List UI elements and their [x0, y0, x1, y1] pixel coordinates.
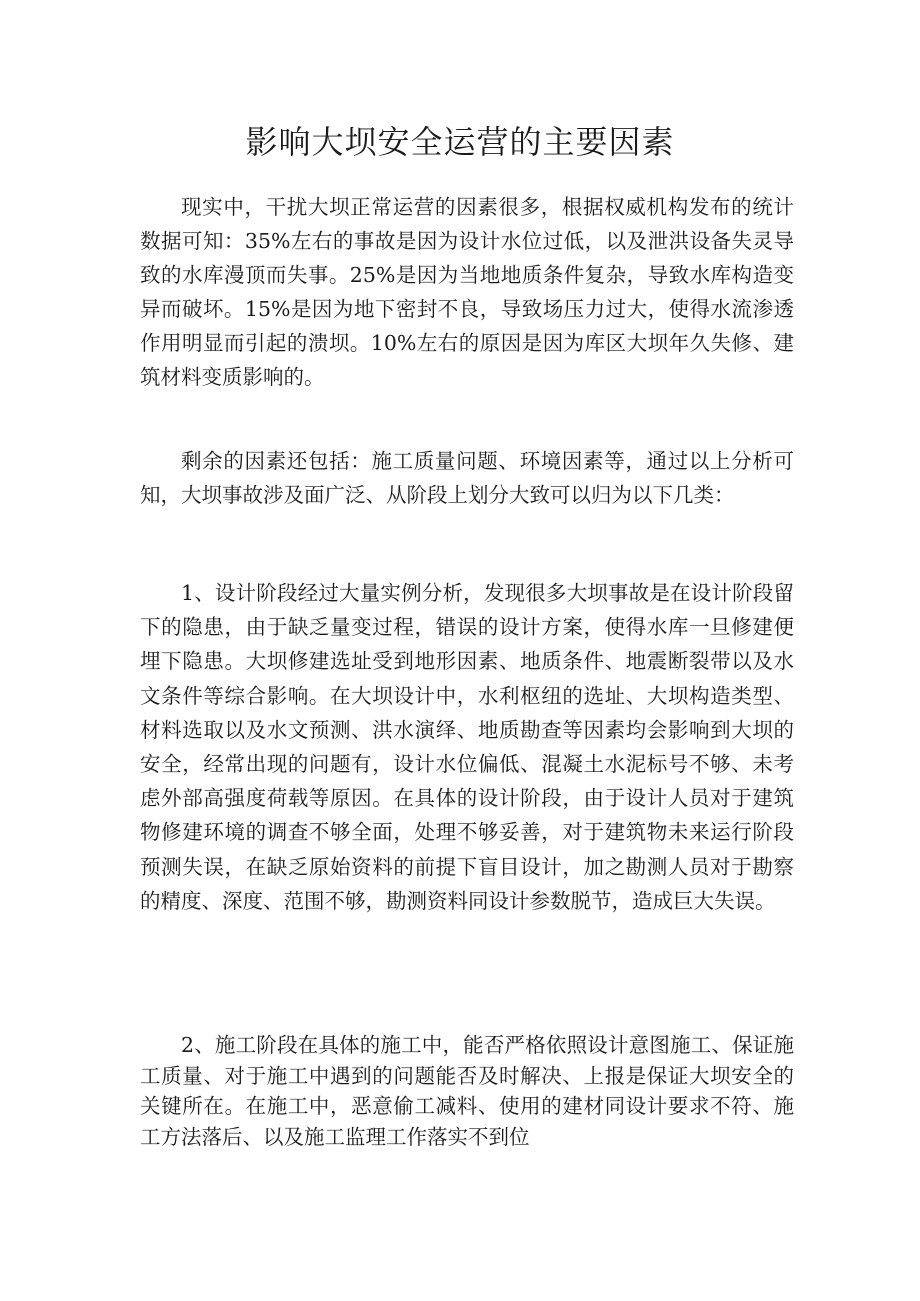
paragraph-3: 1、设计阶段经过大量实例分析，发现很多大坝事故是在设计阶段留下的隐患，由于缺乏量变过程，错误的设计方案，使得水库一旦修建便埋下隐患。大坝修建选址受到地形因素、地质条件、地震断裂带以及水文条件等综合影响。在大坝设计中，水利枢纽的选址、大坝构造类型、材料选取以及水文预测、洪水演绎、地质勘查等因素均会影响到大坝的安全，经常出现的问题有，设计水位偏低、混凝土水泥标号不够、未考虑外部高强度荷载等原因。在具体的设计阶段，由于设计人员对于建筑物修建环境的调查不够全面，处理不够妥善，对于建筑物未来运行阶段预测失误，在缺乏原始资料的前提下盲目设计，加之勘测人员对于勘察的精度、深度、范围不够，勘测资料同设计参数脱节，造成巨大失误。 [140, 581, 794, 913]
document-title: 影响大坝安全运营的主要因素 [245, 123, 675, 161]
paragraph-4: 2、施工阶段在具体的施工中，能否严格依照设计意图施工、保证施工质量、对于施工中遇到的问题能否及时解决、上报是保证大坝安全的关键所在。在施工中，恶意偷工减料、使用的建材同设计要求不符、施工方法落后、以及施工监理工作落实不到位 [140, 1033, 794, 1149]
paragraph-1: 现实中，干扰大坝正常运营的因素很多，根据权威机构发布的统计数据可知：35%左右的事故是因为设计水位过低，以及泄洪设备失灵导致的水库漫顶而失事。25%是因为当地地质条件复杂，导致水库构造变异而破坏。15%是因为地下密封不良，导致场压力过大，使得水流渗透作用明显而引起的溃坝。10%左右的原因是因为库区大坝年久失修、建筑材料变质影响的。 [140, 195, 794, 389]
paragraph-2: 剩余的因素还包括：施工质量问题、环境因素等，通过以上分析可知，大坝事故涉及面广泛、从阶段上划分大致可以归为以下几类： [140, 449, 794, 507]
